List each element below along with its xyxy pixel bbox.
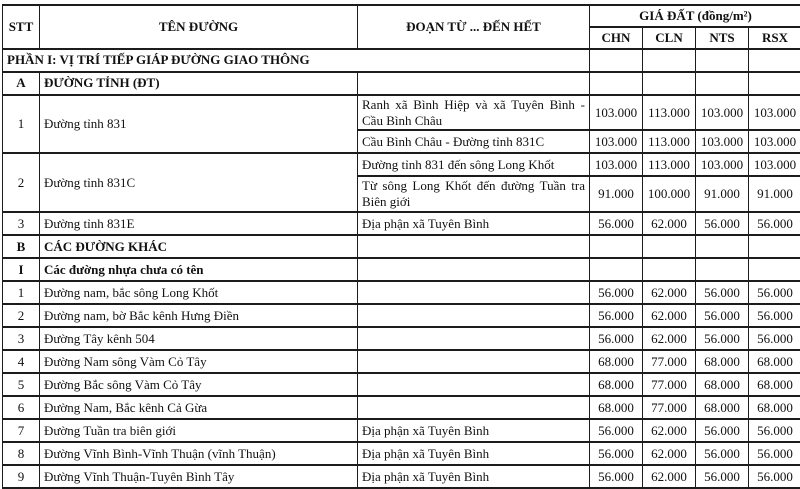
price-cell-cln: 113.000 [643, 95, 696, 131]
segment-cell [358, 396, 590, 419]
road-row [3, 327, 800, 350]
stt-cell: A [3, 72, 40, 95]
road-row [3, 212, 800, 235]
road-name-cell: Đường Bắc sông Vàm Cỏ Tây [40, 373, 358, 396]
price-cell-rsx: 56.000 [749, 465, 800, 488]
price-cell-nts: 68.000 [696, 350, 749, 373]
stt-cell: 8 [3, 442, 40, 465]
empty-price-cell-chn [590, 72, 643, 95]
road-name-cell: Đường Tây kênh 504 [40, 327, 358, 350]
empty-price-cell-chn [590, 258, 643, 281]
road-row [3, 442, 800, 465]
header-road-name: TÊN ĐƯỜNG [40, 5, 358, 49]
price-cell-chn: 91.000 [590, 176, 643, 212]
road-row [3, 281, 800, 304]
price-cell-nts: 56.000 [696, 212, 749, 235]
price-cell-chn: 56.000 [590, 212, 643, 235]
road-name-cell: Đường Nam sông Vàm Cỏ Tây [40, 350, 358, 373]
price-cell-rsx: 103.000 [749, 95, 800, 131]
price-cell-chn: 103.000 [590, 130, 643, 153]
road-row [3, 95, 800, 131]
empty-price-cell-nts [696, 49, 749, 72]
price-cell-rsx: 68.000 [749, 373, 800, 396]
segment-cell [358, 235, 590, 258]
header-price-nts: NTS [696, 27, 749, 49]
group-row [3, 235, 800, 258]
header-price-cln: CLN [643, 27, 696, 49]
price-cell-chn: 68.000 [590, 373, 643, 396]
stt-cell: 9 [3, 465, 40, 488]
empty-price-cell-cln [643, 49, 696, 72]
price-cell-rsx: 56.000 [749, 327, 800, 350]
price-cell-nts: 56.000 [696, 442, 749, 465]
road-name-cell: Đường Tuần tra biên giới [40, 419, 358, 442]
road-row [3, 350, 800, 373]
price-cell-chn: 56.000 [590, 304, 643, 327]
price-cell-chn: 56.000 [590, 327, 643, 350]
price-cell-cln: 62.000 [643, 327, 696, 350]
road-name-cell: Đường tỉnh 831 [40, 95, 358, 154]
price-cell-rsx: 56.000 [749, 442, 800, 465]
empty-price-cell-nts [696, 72, 749, 95]
header-row-main [3, 5, 800, 27]
stt-cell: 1 [3, 281, 40, 304]
price-cell-cln: 77.000 [643, 373, 696, 396]
road-row [3, 304, 800, 327]
price-cell-rsx: 103.000 [749, 153, 800, 176]
price-cell-cln: 113.000 [643, 130, 696, 153]
header-stt: STT [3, 5, 40, 49]
price-cell-nts: 68.000 [696, 396, 749, 419]
segment-cell: Địa phận xã Tuyên Bình [358, 419, 590, 442]
road-row [3, 153, 800, 176]
price-cell-cln: 62.000 [643, 212, 696, 235]
price-cell-nts: 103.000 [696, 153, 749, 176]
empty-price-cell-cln [643, 258, 696, 281]
road-name-cell: Đường nam, bắc sông Long Khốt [40, 281, 358, 304]
segment-cell: Địa phận xã Tuyên Bình [358, 465, 590, 488]
price-cell-rsx: 91.000 [749, 176, 800, 212]
price-cell-chn: 56.000 [590, 419, 643, 442]
price-cell-nts: 56.000 [696, 465, 749, 488]
group-row [3, 72, 800, 95]
price-cell-chn: 103.000 [590, 95, 643, 131]
price-table-body [3, 49, 800, 488]
price-cell-nts: 56.000 [696, 419, 749, 442]
header-price-rsx: RSX [749, 27, 800, 49]
group-name-cell: CÁC ĐƯỜNG KHÁC [40, 235, 358, 258]
price-cell-rsx: 56.000 [749, 419, 800, 442]
price-cell-chn: 56.000 [590, 465, 643, 488]
segment-cell [358, 373, 590, 396]
segment-cell: Địa phận xã Tuyên Bình [358, 442, 590, 465]
stt-cell: 4 [3, 350, 40, 373]
road-row [3, 373, 800, 396]
empty-price-cell-cln [643, 72, 696, 95]
price-cell-nts: 56.000 [696, 281, 749, 304]
price-cell-cln: 100.000 [643, 176, 696, 212]
group-row [3, 258, 800, 281]
segment-cell [358, 258, 590, 281]
price-cell-rsx: 68.000 [749, 396, 800, 419]
road-name-cell: Đường Nam, Bắc kênh Cả Gừa [40, 396, 358, 419]
road-name-cell: Đường Vĩnh Thuận-Tuyên Bình Tây [40, 465, 358, 488]
segment-cell [358, 281, 590, 304]
stt-cell: 6 [3, 396, 40, 419]
group-name-cell: Các đường nhựa chưa có tên [40, 258, 358, 281]
price-table [2, 4, 800, 489]
price-cell-rsx: 56.000 [749, 281, 800, 304]
price-cell-rsx: 56.000 [749, 304, 800, 327]
stt-cell: 3 [3, 212, 40, 235]
price-cell-nts: 56.000 [696, 327, 749, 350]
road-name-cell: Đường tỉnh 831C [40, 153, 358, 212]
segment-cell: Ranh xã Bình Hiệp và xã Tuyên Bình -Cầu Bình Châu [358, 95, 590, 131]
stt-cell: I [3, 258, 40, 281]
section-row [3, 49, 800, 72]
price-cell-rsx: 56.000 [749, 212, 800, 235]
price-cell-cln: 77.000 [643, 396, 696, 419]
price-cell-nts: 103.000 [696, 130, 749, 153]
segment-cell [358, 304, 590, 327]
road-row [3, 419, 800, 442]
empty-price-cell-rsx [749, 72, 800, 95]
price-cell-chn: 103.000 [590, 153, 643, 176]
stt-cell: 5 [3, 373, 40, 396]
segment-cell [358, 72, 590, 95]
empty-price-cell-chn [590, 49, 643, 72]
header-price-group: GIÁ ĐẤT (đồng/m²) [590, 5, 800, 27]
segment-cell: Từ sông Long Khốt đến đường Tuần tra Biên giới [358, 176, 590, 212]
stt-cell: 2 [3, 304, 40, 327]
price-cell-cln: 77.000 [643, 350, 696, 373]
road-name-cell: Đường nam, bờ Bắc kênh Hưng Điền [40, 304, 358, 327]
price-cell-nts: 91.000 [696, 176, 749, 212]
price-cell-cln: 62.000 [643, 465, 696, 488]
price-cell-nts: 68.000 [696, 373, 749, 396]
price-cell-chn: 68.000 [590, 396, 643, 419]
segment-cell [358, 327, 590, 350]
segment-cell: Đường tỉnh 831 đến sông Long Khốt [358, 153, 590, 176]
price-cell-chn: 56.000 [590, 442, 643, 465]
empty-price-cell-nts [696, 258, 749, 281]
road-row [3, 396, 800, 419]
empty-price-cell-rsx [749, 49, 800, 72]
empty-price-cell-rsx [749, 258, 800, 281]
price-cell-nts: 56.000 [696, 304, 749, 327]
empty-price-cell-rsx [749, 235, 800, 258]
stt-cell: 2 [3, 153, 40, 212]
stt-cell: 7 [3, 419, 40, 442]
road-name-cell: Đường Vĩnh Bình-Vĩnh Thuận (vĩnh Thuận) [40, 442, 358, 465]
empty-price-cell-chn [590, 235, 643, 258]
price-cell-chn: 56.000 [590, 281, 643, 304]
price-cell-chn: 68.000 [590, 350, 643, 373]
road-name-cell: Đường tỉnh 831E [40, 212, 358, 235]
price-cell-cln: 62.000 [643, 281, 696, 304]
price-cell-rsx: 103.000 [749, 130, 800, 153]
header-segment: ĐOẠN TỪ ... ĐẾN HẾT [358, 5, 590, 49]
stt-cell: 1 [3, 95, 40, 154]
stt-cell: B [3, 235, 40, 258]
price-cell-cln: 62.000 [643, 419, 696, 442]
price-cell-cln: 62.000 [643, 304, 696, 327]
header-price-chn: CHN [590, 27, 643, 49]
segment-cell: Cầu Bình Châu - Đường tỉnh 831C [358, 130, 590, 153]
road-row [3, 465, 800, 488]
empty-price-cell-cln [643, 235, 696, 258]
price-cell-rsx: 68.000 [749, 350, 800, 373]
empty-price-cell-nts [696, 235, 749, 258]
price-cell-cln: 113.000 [643, 153, 696, 176]
stt-cell: 3 [3, 327, 40, 350]
section-label: PHẦN I: VỊ TRÍ TIẾP GIÁP ĐƯỜNG GIAO THÔNG [3, 49, 590, 72]
segment-cell: Địa phận xã Tuyên Bình [358, 212, 590, 235]
group-name-cell: ĐƯỜNG TỈNH (ĐT) [40, 72, 358, 95]
price-cell-cln: 62.000 [643, 442, 696, 465]
segment-cell [358, 350, 590, 373]
price-cell-nts: 103.000 [696, 95, 749, 131]
